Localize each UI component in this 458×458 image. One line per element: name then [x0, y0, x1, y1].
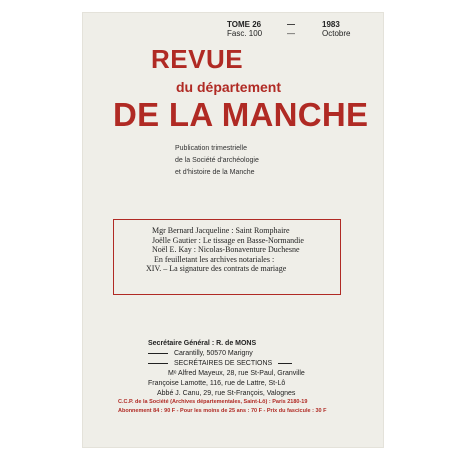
journal-cover: [83, 13, 383, 447]
journal-title-du-departement: du département: [176, 79, 282, 95]
section-secretary: Abbé J. Canu, 29, rue St-François, Valognes: [157, 390, 296, 397]
contents-item: Noël E. Kay : Nicolas-Bonaventure Duchesne: [152, 245, 300, 254]
staff-listing: [148, 339, 305, 399]
sections-heading: SECRÉTAIRES DE SECTIONS: [173, 360, 273, 367]
contents-item: Mgr Bernard Jacqueline : Saint Romphaire: [152, 226, 290, 235]
issue-dash-2: —: [287, 29, 295, 38]
issue-dash: —: [287, 20, 295, 29]
issue-fascicule: Fasc. 100: [227, 29, 263, 38]
publication-line: de la Société d'archéologie: [175, 157, 259, 164]
contents-item: Joëlle Gautier : Le tissage en Basse-Normandie: [152, 235, 304, 245]
issue-year: 1983: [322, 20, 340, 29]
publication-line: et d'histoire de la Manche: [175, 169, 255, 176]
table-of-contents-box: [113, 219, 341, 295]
footer-ccp: C.C.P. de la Société (Archives départementales, Saint-Lô) : Paris 2180-19: [118, 399, 308, 405]
footer-subscription: [118, 398, 326, 416]
issue-info: [227, 20, 350, 38]
secretary-address: Carantilly, 50570 Marigny: [173, 350, 253, 357]
publication-info: [175, 143, 259, 179]
section-secretary: Françoise Lamotte, 116, rue de Lattre, St-Lô: [148, 380, 286, 387]
footer-prices: Abonnement 84 : 90 F - Pour les moins de 25 ans : 70 F - Prix du fascicule : 30 F: [118, 408, 327, 414]
section-secretary: Mᵉ Alfred Mayeux, 28, rue St-Paul, Granville: [168, 370, 305, 377]
journal-title-de-la-manche: DE LA MANCHE: [113, 96, 369, 133]
divider-line: [148, 363, 168, 364]
contents-item: En feuilletant les archives notariales :: [154, 254, 275, 264]
contents-item: XIV. – La signature des contrats de mariage: [146, 264, 287, 273]
issue-tome: TOME 26: [227, 20, 262, 29]
secretary-general: Secrétaire Général : R. de MONS: [148, 340, 257, 347]
publication-line: Publication trimestrielle: [175, 145, 247, 152]
journal-title-revue: REVUE: [151, 44, 244, 74]
divider-line: [148, 353, 168, 354]
issue-month: Octobre: [322, 29, 351, 38]
divider-line: [278, 363, 292, 364]
